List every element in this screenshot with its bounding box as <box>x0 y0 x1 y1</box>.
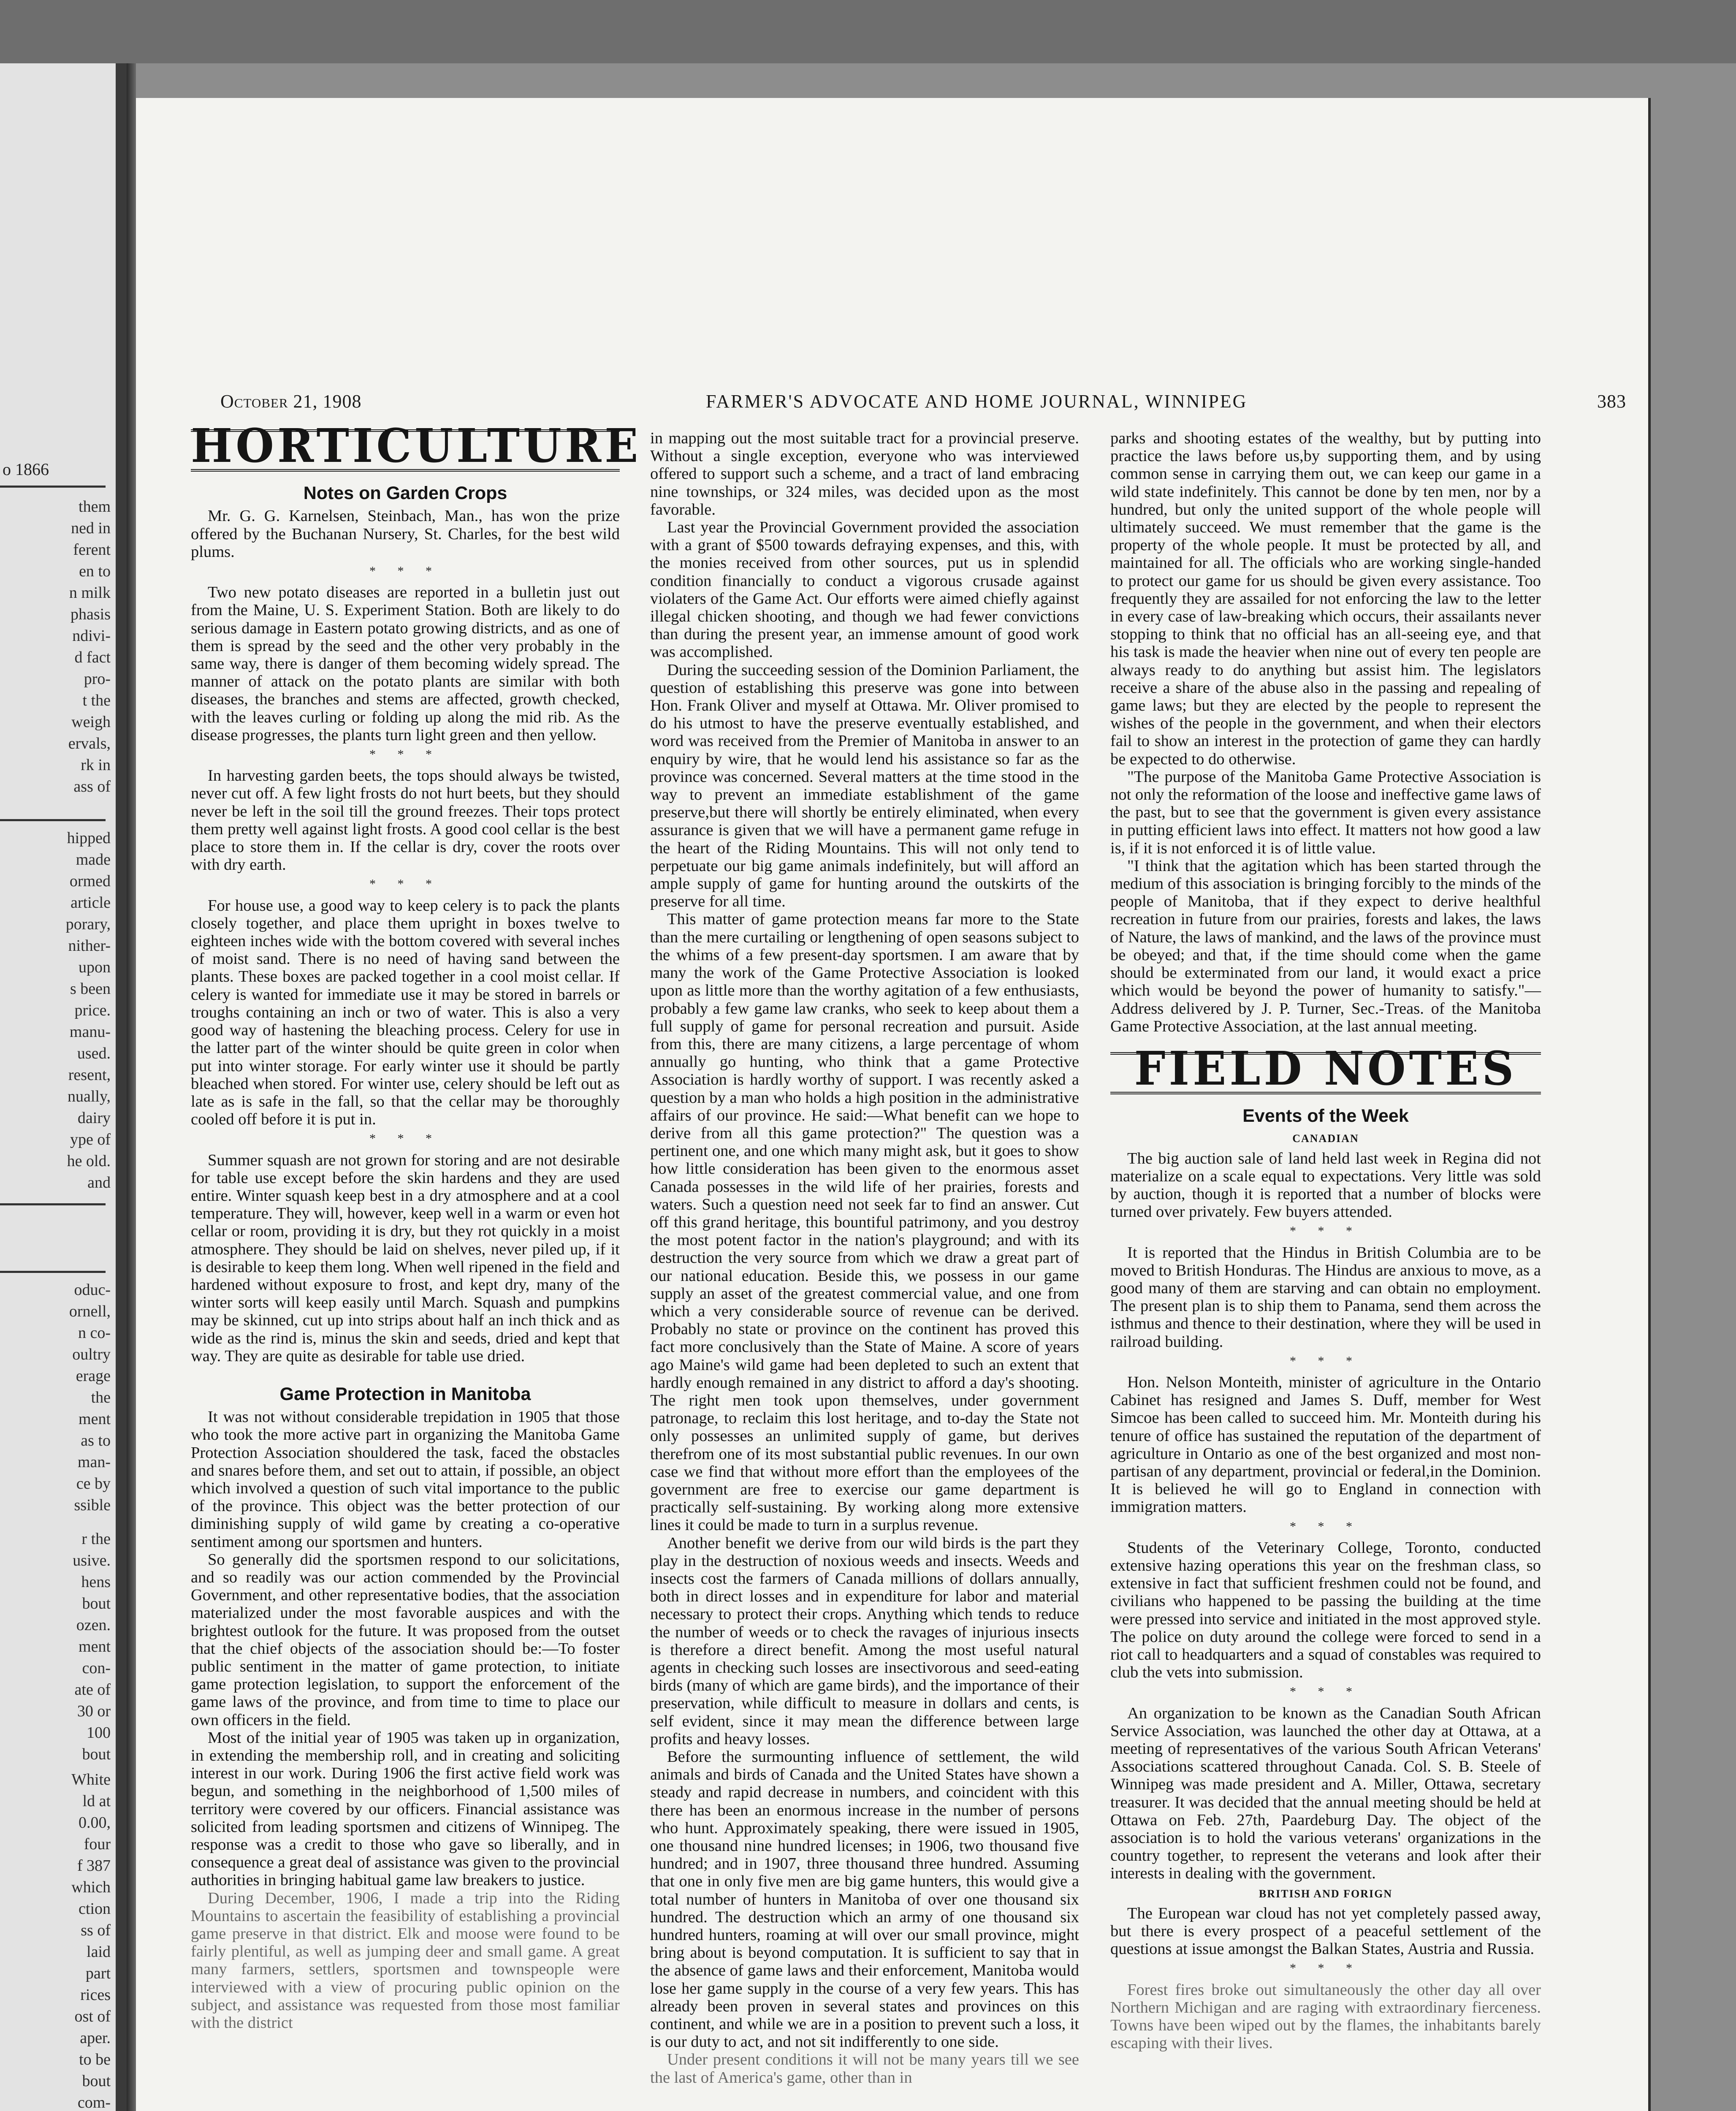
previous-page-line: ferent <box>73 541 111 559</box>
previous-page-line: the <box>91 1389 111 1406</box>
column-2 <box>650 429 1079 2087</box>
previous-page-line: pro- <box>84 670 111 688</box>
previous-page-line: weigh <box>71 713 111 731</box>
section-stars: * * * <box>1290 1224 1362 1238</box>
column-3 <box>1110 429 1541 2052</box>
previous-page-line: t the <box>82 692 111 709</box>
game-protection-paragraph: "The purpose of the Manitoba Game Protective Association is not only the reformation of the loose and ineffective game laws of the past, but to see that the government is given every assistance in putting efficient laws into effect. It matters not how good a law is, if it is not enforced it is of little value. <box>1110 768 1541 857</box>
previous-page-line: porary, <box>65 915 111 933</box>
previous-page-line: ozen. <box>76 1616 111 1634</box>
field-notes-paragraph: The big auction sale of land held last week in Regina did not materialize on a scale equal to expectations. Very little was sold by auction, though it is reported that a number of blocks were turned over privately. Few buyers attended. <box>1110 1149 1541 1221</box>
issue-date: October 21, 1908 <box>220 391 362 412</box>
section-stars: * * * <box>369 877 441 891</box>
game-protection-paragraph: Most of the initial year of 1905 was taken up in organization, in extending the membership roll, and in creating and soliciting interest in our work. During 1906 the first active field work was begun, and something in the neighborhood of 1,500 miles of territory were covered by our officers. Financial assistance was solicited from leading sportsmen and citizens of Winnipeg. The response was a credit to those who gave so liberally, and in consequence a great deal of assistance was given to the provincial authorities in bringing habitual game law breakers to justice. <box>191 1728 620 1889</box>
previous-page-line: ssible <box>74 1496 111 1514</box>
previous-page-line: ervals, <box>68 735 111 752</box>
previous-page-line: ned in <box>71 519 111 537</box>
running-header <box>220 391 1630 416</box>
previous-page-line: ction <box>79 1900 111 1918</box>
previous-page-line: oultry <box>72 1346 111 1363</box>
game-protection-paragraph: Under present conditions it will not be many years till we see the last of America's game, other than in <box>650 2051 1079 2087</box>
game-protection-paragraph: During December, 1906, I made a trip into the Riding Mountains to ascertain the feasibility of establishing a provincial game preserve in that district. Elk and moose were found to be fairly plentiful, as well as jumping deer and small game. A great many farmers, settlers, sportsmen and townspeople were interviewed with a view of procuring public opinion on the subject, and assistance was requested from those most familiar with the district <box>191 1889 620 2032</box>
game-protection-paragraph: It was not without considerable trepidation in 1905 that those who took the more active part in organizing the Manitoba Game Protection Association shouldered the task, faced the obstacles and snares before them, and set out to attain, if possible, an object which involved a question of such vital importance to the public of the province. This object was the better protection of our diminishing supply of wild game by creating a co-operative sentiment among our sportsmen and hunters. <box>191 1408 620 1551</box>
previous-page-edge <box>0 63 127 2111</box>
previous-page-header: o 1866 <box>3 460 49 479</box>
previous-page-line: ost of <box>74 2008 111 2025</box>
previous-page-line: n milk <box>69 584 111 602</box>
game-protection-paragraph: During the succeeding session of the Dominion Parliament, the question of establishing this preserve was gone into between Hon. Frank Oliver and myself at Ottawa. Mr. Oliver promised to do his utmost to have the preserve eventually established, and word was received from the Premier of Manitoba in answer to an enquiry by wire, that he would lend his assistance so far as the province was concerned. Several matters at the time stood in the way to prevent an immediate establishment of the game preserve,but there will shortly be entirely eliminated, when every assurance is given that we will have a permanent game refuge in the heart of the Riding Mountains. This will not only tend to perpetuate our big game animals indefinitely, but will afford an ample supply of game for hunting around the outskirts of the preserve for all time. <box>650 661 1079 911</box>
previous-page-line: aper. <box>80 2029 111 2047</box>
previous-page-line: ass of <box>73 778 111 795</box>
previous-page-line: and <box>87 1174 111 1191</box>
previous-page-line: ment <box>79 1410 111 1428</box>
previous-page-line: price. <box>74 1001 111 1019</box>
events-of-the-week-heading: Events of the Week <box>1242 1106 1409 1126</box>
previous-page-line: dairy <box>77 1109 111 1127</box>
section-stars: * * * <box>369 1131 441 1146</box>
newspaper-page <box>136 98 1648 2111</box>
previous-page-line: erage <box>76 1367 111 1385</box>
previous-page-line: ype of <box>70 1131 111 1148</box>
field-notes-paragraph: The European war cloud has not yet completely passed away, but there is every prospect of a peaceful settlement of the questions at issue amongst the Balkan States, Austria and Russia. <box>1110 1904 1541 1958</box>
game-protection-paragraph: So generally did the sportsmen respond to our solicitations, and so readily was our action commended by the Provincial Government, and other representative bodies, that the association materialized under the most favorable auspices and with the brightest outlook for the future. It was proposed from the outset that the chief objects of the association should be:—To foster public sentiment in the matter of game protection, to initiate game protection legislation, to support the enforcement of the game laws of the province, and from time to time to place our own officers in the field. <box>191 1550 620 1729</box>
previous-page-rule <box>0 486 106 488</box>
previous-page-rule <box>0 1271 106 1273</box>
binding-shadow <box>0 0 1736 63</box>
game-protection-paragraph: parks and shooting estates of the wealthy, but by putting into practice the laws before us,by supporting them, and by using common sense in carrying them out, we can keep our game in a wild state indefinitely. This cannot be done by ten men, nor by a hundred, but only the united support of the whole people will ultimately succeed. We must remember that the game is the property of the whole people. It must be protected by all, and maintained for all. The officials who are working single-handed to protect our game for us should be given every assistance. Too frequently they are assailed for not enforcing the law to the letter in every case of law-breaking which occurs, their assailants never stopping to think that no official has an all-seeing eye, and that his task is made the heavier when nine out of every ten people are always ready to do anything but assist him. The legislators receive a share of the abuse also in the passing and repealing of game laws; but they are elected by the people to represent the wishes of the people in the government, and when their electors fail to show an interest in the protection of game they can hardly be expected to do otherwise. <box>1110 429 1541 768</box>
previous-page-line: com- <box>77 2094 111 2111</box>
column-1 <box>191 418 642 2032</box>
previous-page-line: 0.00, <box>79 1814 111 1832</box>
previous-page-line: hens <box>81 1573 111 1591</box>
previous-page-line: used. <box>77 1045 111 1062</box>
page-number: 383 <box>1597 391 1626 412</box>
game-protection-paragraph: Another benefit we derive from our wild birds is the part they play in the destruction of noxious weeds and insects. Weeds and insects cost the farmers of Canada millions of dollars annually, both in direct losses and in expenditure for labor and material necessary to protect their crops. Anything which tends to reduce the number of weeds or to check the ravages of injurious insects is therefore a direct benefit. Among the most useful natural agents in checking such losses are insectivorous and seed-eating birds (many of which are game birds), and the importance of their preservation, while difficult to measure in dollars and cents, is self evident, since it may mean the difference between large profits and heavy losses. <box>650 1534 1079 1748</box>
field-notes-paragraph: An organization to be known as the Canadian South African Service Association, was launched the other day at Ottawa, at a meeting of representatives of the various South African Veterans' Associations scattered throughout Canada. Col. S. B. Steele of Winnipeg was made president and A. Miller, Ottawa, secretary treasurer. It was decided that the annual meeting should be held at Ottawa on Feb. 27th, Paardeburg Day. The object of the association is to hold the various veterans' organizations in the country together, to represent the veterans and look after their interests in dealing with the government. <box>1110 1704 1541 1883</box>
previous-page-line: which <box>71 1878 111 1896</box>
game-protection-paragraph: in mapping out the most suitable tract for a provincial preserve. Without a single exception, everyone who was interviewed offered to support such a scheme, and a tract of land embracing nine townships, or 324 miles, was decided upon as the most favorable. <box>650 429 1079 518</box>
previous-page-line: resent, <box>68 1066 111 1084</box>
previous-page-line: four <box>84 1835 111 1853</box>
previous-page-line: ld at <box>82 1792 111 1810</box>
previous-page-text-block-3 <box>0 1279 111 1516</box>
game-protection-paragraph: "I think that the agitation which has been started through the medium of this association is bringing forcibly to the minds of the people of Manitoba, that if they expect to derive healthful recreation in future from our prairies, forests and lakes, the laws of Nature, the laws of mankind, and the laws of the province must be obeyed; and that, if the time should come when the game should be exterminated from our land, it would exact a price which would be beyond the power of humanity to satisfy."—Address delivered by J. P. Turner, Sec.-Treas. of the Manitoba Game Protective Association, at the last annual meeting. <box>1110 857 1541 1035</box>
garden-crops-paragraph: Summer squash are not grown for storing and are not desirable for table use except before the skin hardens and they are used entire. Winter squash keep best in a dry atmosphere and at a cool temperature. They will, however, keep well in a warm or even hot cellar or room, providing it is dry, but they rot quickly in a moist atmosphere. They should be laid on shelves, never piled up, if it is desirable to keep them long. When well ripened in the field and hardened without exposure to frost, and kept dry, many of the winter sorts will keep easily until March. Squash and pumpkins may be skinned, cut up into strips about half an inch thick and as wide as the rind is, minus the skin and seeds, dried and kept that way. They are quite as desirable for table use dried. <box>191 1151 620 1365</box>
previous-page-line: hipped <box>67 829 111 847</box>
previous-page-line: article <box>71 894 111 912</box>
previous-page-line: ce by <box>76 1475 111 1492</box>
previous-page-line: bout <box>82 1745 111 1763</box>
previous-page-line: s been <box>70 980 111 998</box>
previous-page-line: 100 <box>87 1724 111 1742</box>
previous-page-text-block-4 <box>0 1528 111 1765</box>
field-notes-paragraph: It is reported that the Hindus in British Columbia are to be moved to British Honduras. The Hindus are anxious to move, as a good many of them are starving and can obtain no employment. The present plan is to ship them to Panama, send them across the isthmus and thence to their destination, where they will be used in railroad building. <box>1110 1243 1541 1351</box>
section-stars: * * * <box>1290 1519 1362 1533</box>
previous-page-line: n co- <box>78 1324 111 1342</box>
previous-page-line: rices <box>80 1986 111 2004</box>
previous-page-line: 30 or <box>77 1702 111 1720</box>
previous-page-line: en to <box>79 562 111 580</box>
previous-page-text-block-1 <box>0 496 111 798</box>
previous-page-line: f 387 <box>77 1857 111 1875</box>
publication-title: FARMER'S ADVOCATE AND HOME JOURNAL, WINNIPEG <box>706 391 1248 412</box>
previous-page-line: he old. <box>67 1152 111 1170</box>
page-gutter <box>127 63 136 2111</box>
previous-page-line: laid <box>87 1943 111 1961</box>
previous-page-line: ment <box>79 1638 111 1655</box>
previous-page-line: manu- <box>69 1023 111 1041</box>
previous-page-line: usive. <box>73 1552 111 1569</box>
notes-on-garden-crops-heading: Notes on Garden Crops <box>303 483 507 504</box>
previous-page-line: made <box>76 851 111 868</box>
field-notes-paragraph: Students of the Veterinary College, Toronto, conducted extensive hazing operations this year on the freshman class, so extensive in fact that sufficient freshmen could not be found, and civilians who happened to be passing the building at the time were pressed into service and initiated in the most approved style. The police on duty around the college were forced to send in a riot call to headquarters and a squad of constables was required to club the vets into submission. <box>1110 1538 1541 1682</box>
game-protection-paragraph: Before the surmounting influence of settlement, the wild animals and birds of Canada and the United States have shown a steady and rapid decrease in numbers, and coincident with this there has been an enormous increase in the number of persons who hunt. Approximately speaking, there were issued in 1905, one thousand nine hundred licenses; in 1906, two thousand five hundred; and in 1907, three thousand three hundred. Assuming that one in only five men are big game hunters, this would give a total number of hunters in Manitoba of over one thousand six hundred. The destruction which an army of one thousand six hundred hunters, roaming at will over our small province, might bring about is beyond computation. It is sufficient to say that in the absence of game laws and their enforcement, Manitoba would lose her game supply in the course of a very few years. This has already been proven in several states and provinces on this continent, and while we are in a position to prevent such a loss, it is our duty to act, and not sit indifferently to one side. <box>650 1748 1079 2051</box>
previous-page-line: r the <box>81 1530 111 1548</box>
previous-page-line: bout <box>82 1595 111 1612</box>
horticulture-banner <box>191 418 642 473</box>
garden-crops-paragraph: Two new potato diseases are reported in a bulletin just out from the Maine, U. S. Experiment Station. Both are likely to do serious damage in Eastern potato growing districts, and as one of them is spread by the seed and the other very probably in the same way, there is danger of them becoming widely spread. The manner of attack on the potato plants are similar with both diseases, the branches and stems are affected, growth checked, with the leaves curling or folding up along the mid rib. As the disease progresses, the plants turn light green and then yellow. <box>191 583 620 744</box>
previous-page-line: rk in <box>81 756 111 774</box>
previous-page-line: d fact <box>74 648 111 666</box>
section-stars: * * * <box>369 564 441 578</box>
previous-page-line: White <box>71 1771 111 1788</box>
section-stars: * * * <box>369 747 441 762</box>
previous-page-line: man- <box>77 1453 111 1471</box>
game-protection-paragraph: Last year the Provincial Government provided the association with a grant of $500 towards defraying expenses, and this, with the monies received from other sources, put us in splendid condition financially to conduct a vigorous crusade against violaters of the Game Act. Our efforts were aimed chiefly against illegal chicken shooting, and though we had fewer convictions than during the present year, an immense amount of good work was accomplished. <box>650 518 1079 661</box>
section-stars: * * * <box>1290 1354 1362 1368</box>
field-notes-paragraph: Forest fires broke out simultaneously the other day all over Northern Michigan and are raging with extraordinary fierceness. Towns have been wiped out by the flames, the inhabitants barely escaping with their lives. <box>1110 1981 1541 2052</box>
british-and-foreign-subheading: BRITISH AND FORIGN <box>1259 1887 1393 1900</box>
previous-page-line: as to <box>81 1432 111 1449</box>
garden-crops-paragraph: For house use, a good way to keep celery is to pack the plants closely together, and place them upright in boxes twelve to eighteen inches wide with the bottom covered with several inches of moist sand. There is no need of having sand between the plants. These boxes are packed together in a cool moist cellar. If celery is wanted for immediate use it may be stored in barrels or troughs containing an inch or two of water. This is also a very good way of hastening the bleaching process. Celery for use in the latter part of the winter should be quite green in color when put into winter storage. For early winter use it should be partly bleached when stored. For winter use, celery should be left out as late as is safe in the fall, so that the cellar may be thoroughly cooled off before it is put in. <box>191 896 620 1129</box>
previous-page-text-block-2 <box>0 828 111 1194</box>
game-protection-paragraph: This matter of game protection means far more to the State than the mere curtailing or lengthening of open seasons subject to the whims of a few present-day sportsmen. I am aware that by many the work of the Game Protective Association is looked upon as little more than the worthy agitation of a few enthusiasts, probably a few game law cranks, who seek to keep about them a full supply of game for personal recreation and pursuit. Aside from this, there are many citizens, a large percentage of whom annually go hunting, who think that a game Protective Association is hardly worthy of support. I was recently asked a question by a man who holds a high position in the administrative affairs of our province. He said:—What benefit can we hope to derive from all this game protection?" The question was a pertinent one, and one which many might ask, but it goes to show how little consideration has been given to the enormous asset Canada possesses in the wild life of her prairies, forests and waters. Such a question need not seek far to find an answer. Cut off this grand heritage, this bountiful patrimony, and you destroy the most potent factor in the nation's playground; and with its destruction the very source from which we draw a great part of our national education. Beside this, we possess in our game supply an asset of the greatest commercial value, and one from which a very considerable source of revenue can be derived. Probably no state or province on the continent has proved this fact more conclusively than the State of Maine. A score of years ago Maine's wild game had been depleted to such an extent that hardly enough remained in any district to afford a day's shooting. The right men took upon themselves, under government patronage, to reclaim this lost heritage, and to-day the State not only possesses an unlimited supply of game, but derives therefrom one of its most substantial public revenues. In our own case we find that without more effort than the employees of the government are free to exercise our game department is practically self-sustaining. By working along more extensive lines it could be made to turn in a surplus revenue. <box>650 910 1079 1534</box>
previous-page-rule <box>0 819 106 821</box>
previous-page-line: upon <box>79 958 111 976</box>
horticulture-heading: HORTICULTURE <box>191 418 642 473</box>
previous-page-line: ornell, <box>69 1302 111 1320</box>
previous-page-line: nually, <box>67 1088 111 1105</box>
previous-page-line: oduc- <box>74 1281 111 1299</box>
section-stars: * * * <box>1290 1961 1362 1975</box>
garden-crops-paragraph: Mr. G. G. Karnelsen, Steinbach, Man., has won the prize offered by the Buchanan Nursery, St. Charles, for the best wild plums. <box>191 507 620 561</box>
previous-page-rule <box>0 1203 106 1205</box>
previous-page-line: to be <box>79 2051 111 2068</box>
section-stars: * * * <box>1290 1685 1362 1699</box>
previous-page-line: ss of <box>81 1921 111 1939</box>
previous-page-line: ate of <box>74 1681 111 1699</box>
field-notes-heading: FIELD NOTES <box>1134 1041 1517 1096</box>
canadian-subheading: CANADIAN <box>1292 1132 1359 1145</box>
previous-page-line: ormed <box>69 872 111 890</box>
previous-page-line: part <box>85 1964 111 1982</box>
previous-page-line: ndivi- <box>72 627 111 645</box>
field-notes-paragraph: Hon. Nelson Monteith, minister of agriculture in the Ontario Cabinet has resigned and James S. Duff, member for West Simcoe has been called to succeed him. Mr. Monteith during his tenure of office has sustained the reputation of the department of agriculture in Ontario as one of the best organized and most non-partisan of any department, provincial or federal,in the Dominion. It is believed he will go to England in connection with immigration matters. <box>1110 1373 1541 1516</box>
previous-page-line: phasis <box>71 605 111 623</box>
previous-page-text-block-5 <box>0 1769 111 2111</box>
previous-page-line: nither- <box>68 937 111 955</box>
game-protection-heading: Game Protection in Manitoba <box>279 1384 531 1404</box>
garden-crops-paragraph: In harvesting garden beets, the tops should always be twisted, never cut off. A few light frosts do not hurt beets, but they should never be left in the soil till the ground freezes. Their tops protect them pretty well against light frosts. A good cool cellar is the best place to store them in. If the cellar is dry, cover the roots over with dry earth. <box>191 767 620 874</box>
field-notes-banner <box>1110 1041 1541 1096</box>
previous-page-line: con- <box>82 1659 111 1677</box>
previous-page-line: them <box>79 498 111 516</box>
previous-page-line: bout <box>82 2072 111 2090</box>
